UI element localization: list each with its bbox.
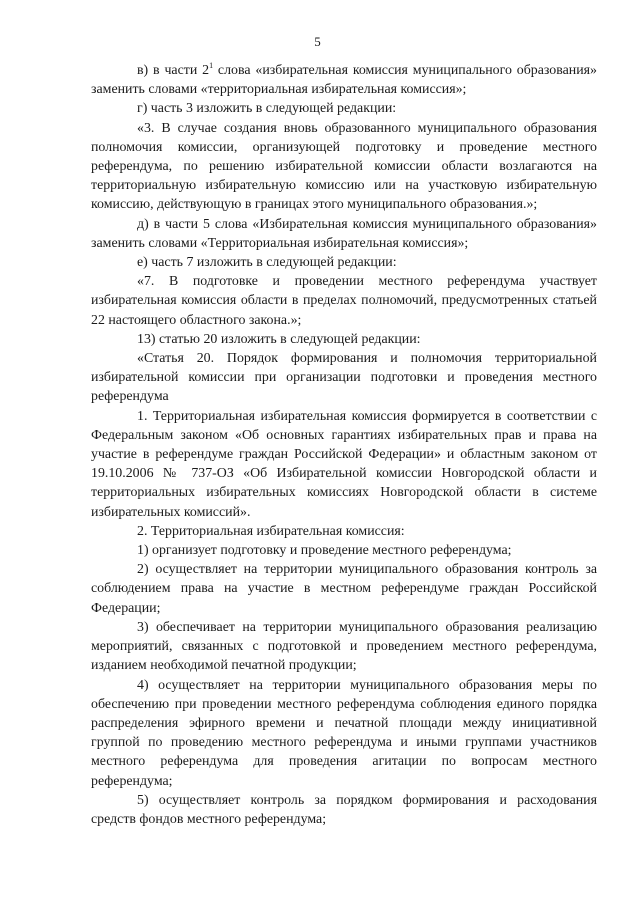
list-item-5: 5) осуществляет контроль за порядком формирования и расходования средств фондов местного референдума; [91, 792, 597, 827]
paragraph-part-3: «3. В случае создания вновь образованного муниципального образования полномочия комиссии, организующей подготовку и проведение местного референдума, по решению избирательной комиссии области возлагаются на территориальную избирательную комиссию или на участковую избирательную комиссию, действующую в границах этого муниципального образования.»; [91, 120, 597, 213]
document-body [91, 61, 597, 829]
paragraph-amendment-g: г) часть 3 изложить в следующей редакции: [137, 101, 397, 117]
paragraph-article-20-part-2: 2. Территориальная избирательная комиссия: [137, 523, 405, 539]
article-20-heading: «Статья 20. Порядок формирования и полномочия территориальной избирательной комиссии при организации подготовки и проведения местного референдума [91, 351, 597, 405]
paragraph-amendment-v [91, 61, 597, 99]
paragraph-article-20-part-1: 1. Территориальная избирательная комиссия формируется в соответствии с Федеральным законом «Об основных гарантиях избирательных прав и права на участие в референдуме граждан Российской Федерации» и областным законом от 19.10.2006 № 737-ОЗ «Об Избирательной комиссии Новгородской области и территориальных избирательных комиссиях Новгородской области в системе избирательных комиссий». [91, 408, 597, 520]
paragraph-amendment-d: д) в части 5 слова «Избирательная комиссия муниципального образования» заменить словами «Территориальная избирательная комиссия»; [91, 216, 597, 251]
page-number: 5 [314, 34, 321, 49]
paragraph-text: в) в части 2 [137, 63, 210, 78]
paragraph-item-13: 13) статью 20 изложить в следующей редакции: [137, 331, 421, 347]
list-item-4: 4) осуществляет на территории муниципального образования меры по обеспечению при проведении местного референдума соблюдения единого порядка распределения эфирного времени и печатной площади между инициативной группой по проведению местного референдума и иными группами участников местного референдума для проведения агитации по вопросам местного референдума; [91, 677, 597, 789]
list-item-1: 1) организует подготовку и проведение местного референдума; [137, 543, 512, 559]
list-item-3: 3) обеспечивает на территории муниципального образования реализацию мероприятий, связанных с подготовкой и проведением местного референдума, изданием необходимой печатной продукции; [91, 619, 597, 674]
paragraph-part-7: «7. В подготовке и проведении местного референдума участвует избирательная комиссия области в пределах полномочий, предусмотренных статьей 22 настоящего областного закона.»; [91, 274, 597, 328]
superscript: 1 [209, 61, 214, 70]
list-item-2: 2) осуществляет на территории муниципального образования контроль за соблюдением права на участие в местном референдуме граждан Российской Федерации; [91, 562, 597, 616]
paragraph-amendment-e: е) часть 7 изложить в следующей редакции: [137, 255, 397, 271]
paragraph-text: слова «избирательная комиссия муниципального образования» заменить словами «территориальная избирательная комиссия»; [91, 63, 597, 98]
